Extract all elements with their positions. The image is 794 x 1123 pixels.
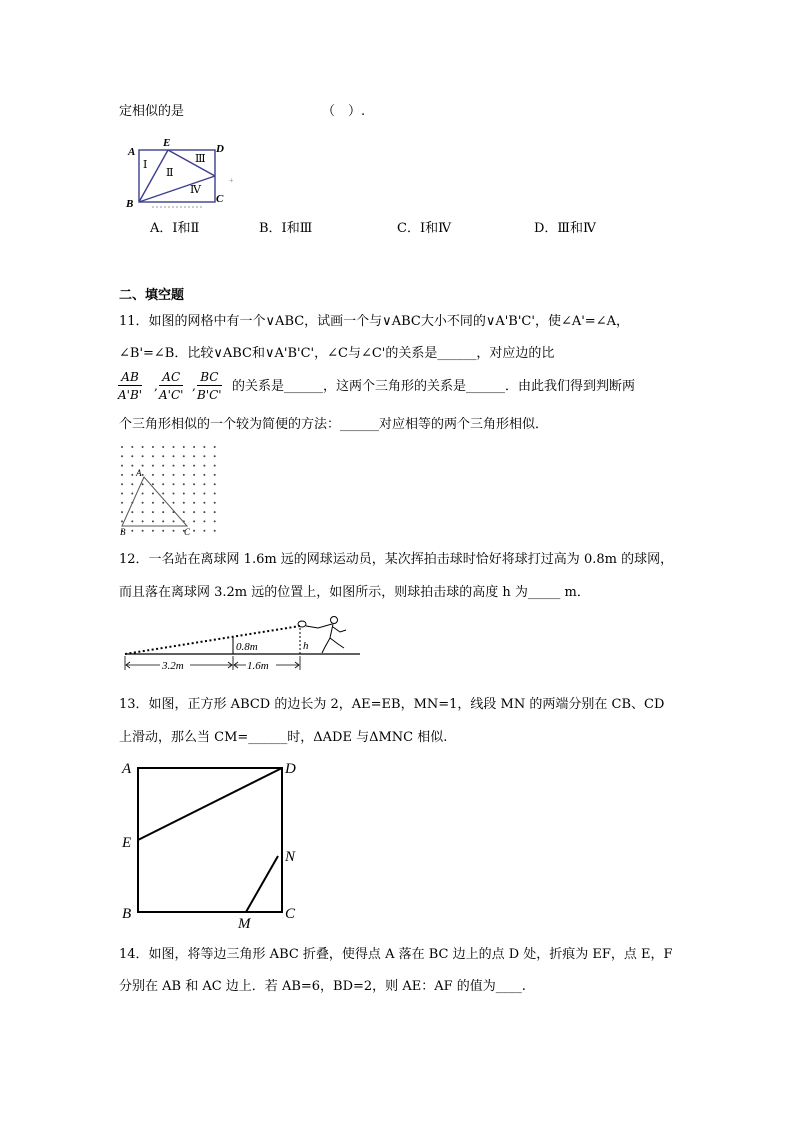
grid-dot	[214, 502, 216, 504]
grid-dot	[193, 455, 195, 457]
grid-dot	[214, 483, 216, 485]
grid-dot	[131, 446, 133, 448]
grid-dot	[183, 474, 185, 476]
grid-dot	[142, 502, 144, 504]
q11-grid-figure	[114, 441, 224, 541]
grid-dot	[152, 455, 154, 457]
grid-dot	[142, 465, 144, 467]
q11-fraction-ac	[159, 371, 183, 401]
grid-dot	[193, 520, 195, 522]
grid-dot	[203, 493, 205, 495]
grid-dot	[152, 474, 154, 476]
grid-dot	[193, 511, 195, 513]
grid-dot	[193, 483, 195, 485]
q11-line-2: ∠B'=∠B．比较∨ABC和∨A'B'C'，∠C与∠C'的关系是______，对应边的比	[119, 346, 555, 361]
grid-dot	[152, 520, 154, 522]
grid-dot	[193, 530, 195, 532]
q13-label-N: N	[285, 849, 296, 865]
q14-line-2: 分别在 AB 和 AC 边上．若 AB=6，BD=2，则 AE：AF 的值为____.	[119, 979, 526, 994]
grid-dot	[183, 493, 185, 495]
q10-text-tail: 定相似的是	[119, 104, 185, 119]
grid-dot	[131, 465, 133, 467]
q10-label-C: C	[216, 193, 224, 205]
q10-region-2: Ⅱ	[166, 167, 174, 179]
q10-region-4: Ⅳ	[190, 184, 201, 196]
grid-dot	[152, 493, 154, 495]
grid-dot	[152, 446, 154, 448]
grid-dot	[142, 520, 144, 522]
q10-option-c: C．Ⅰ和Ⅳ	[397, 221, 452, 236]
q13-label-D: D	[285, 761, 296, 777]
grid-dot	[203, 530, 205, 532]
grid-dot	[162, 455, 164, 457]
grid-dot	[121, 474, 123, 476]
q11-fraction-ab-num: AB	[118, 371, 142, 386]
q10-option-d: D．Ⅲ和Ⅳ	[534, 221, 596, 236]
grid-dot	[121, 511, 123, 513]
grid-dot	[183, 502, 185, 504]
grid-dot	[121, 465, 123, 467]
section-title: 二、填空题	[119, 288, 185, 303]
grid-dot	[173, 483, 175, 485]
grid-dot	[162, 446, 164, 448]
grid-dot	[214, 530, 216, 532]
grid-dot	[173, 474, 175, 476]
grid-dot	[214, 465, 216, 467]
grid-dot	[152, 530, 154, 532]
q11-label-B: B	[120, 527, 126, 537]
grid-dot	[131, 493, 133, 495]
grid-dot	[162, 511, 164, 513]
grid-dot	[142, 493, 144, 495]
q10-label-D: D	[216, 143, 224, 155]
grid-dot	[214, 511, 216, 513]
q13-label-E: E	[122, 835, 132, 851]
grid-dot	[131, 530, 133, 532]
grid-dot	[183, 465, 185, 467]
grid-dot	[152, 483, 154, 485]
grid-dot	[173, 493, 175, 495]
grid-dot	[142, 455, 144, 457]
q14-line-1: 14．如图，将等边三角形 ABC 折叠，使得点 A 落在 BC 边上的点 D 处，折痕为 EF，点 E，F	[119, 947, 673, 962]
q10-label-B: B	[126, 198, 134, 210]
q11-fraction-bc-num: BC	[197, 371, 222, 386]
grid-dot	[121, 446, 123, 448]
grid-dot	[162, 520, 164, 522]
grid-dot	[193, 493, 195, 495]
q11-comma-2: ,	[192, 379, 196, 393]
q12-label-h: h	[303, 640, 309, 652]
q13-line-1: 13．如图，正方形 ABCD 的边长为 2，AE=EB，MN=1，线段 MN 的两端分别在 CB、CD	[119, 697, 665, 712]
q12-label-d1: 3.2m	[162, 660, 184, 672]
grid-dot	[142, 511, 144, 513]
q10-option-a: A．Ⅰ和Ⅱ	[150, 221, 200, 236]
grid-dot	[142, 446, 144, 448]
q13-line-2: 上滑动，那么当 CM=______时，ΔADE 与ΔMNC 相似.	[119, 730, 448, 745]
grid-dot	[121, 455, 123, 457]
grid-dot	[203, 520, 205, 522]
grid-dot	[214, 455, 216, 457]
q13-square-figure	[118, 756, 318, 936]
grid-dot	[214, 446, 216, 448]
grid-dot	[131, 520, 133, 522]
q11-fraction-ac-num: AC	[159, 371, 183, 386]
grid-dot	[173, 446, 175, 448]
q11-fraction-ac-den: A'C'	[159, 388, 184, 402]
grid-dot	[152, 465, 154, 467]
q13-label-C: C	[285, 906, 296, 922]
grid-dot	[121, 493, 123, 495]
grid-dot	[142, 483, 144, 485]
grid-dot	[193, 446, 195, 448]
grid-dot	[183, 511, 185, 513]
q12-tennis-figure	[120, 614, 365, 674]
grid-dot	[193, 474, 195, 476]
grid-dot	[173, 520, 175, 522]
q13-label-A: A	[122, 761, 132, 777]
grid-dot	[162, 493, 164, 495]
grid-dot	[203, 483, 205, 485]
grid-dot	[142, 530, 144, 532]
q11-line-4: 个三角形相似的一个较为简便的方法：______对应相等的两个三角形相似．	[119, 417, 549, 432]
q11-comma-1: ,	[154, 379, 158, 393]
q11-label-C: C	[184, 527, 191, 537]
grid-dot	[131, 474, 133, 476]
grid-dot	[162, 483, 164, 485]
q10-stray-mark: +	[229, 176, 234, 185]
grid-dot	[203, 502, 205, 504]
grid-dot	[131, 455, 133, 457]
q10-region-3: Ⅲ	[195, 153, 206, 165]
q11-fraction-ab	[118, 371, 142, 401]
grid-dot	[131, 483, 133, 485]
grid-dot	[162, 465, 164, 467]
q10-figure	[122, 136, 242, 211]
q12-line-2: 而且落在离球网 3.2m 远的位置上，如图所示，则球拍击球的高度 h 为_____ m．	[119, 585, 590, 600]
grid-dot	[152, 502, 154, 504]
q10-label-E: E	[163, 137, 171, 149]
grid-dot	[162, 502, 164, 504]
grid-dot	[162, 474, 164, 476]
q12-label-d2: 1.6m	[247, 660, 269, 672]
grid-dot	[121, 483, 123, 485]
grid-dot	[121, 502, 123, 504]
grid-dot	[214, 474, 216, 476]
grid-dot	[214, 520, 216, 522]
q11-fraction-bc	[197, 371, 222, 401]
grid-dot	[203, 465, 205, 467]
grid-dot	[142, 474, 144, 476]
grid-dot	[203, 511, 205, 513]
q11-line-3: 的关系是______，这两个三角形的关系是______．由此我们得到判断两	[232, 379, 636, 394]
grid-dot	[203, 474, 205, 476]
grid-dot	[173, 455, 175, 457]
q11-line-1: 11．如图的网格中有一个∨ABC，试画一个与∨ABC大小不同的∨A'B'C'，使∠A'=∠A，	[119, 314, 629, 329]
grid-dot	[214, 493, 216, 495]
q10-option-b: B．Ⅰ和Ⅲ	[259, 221, 313, 236]
grid-dot	[183, 455, 185, 457]
q12-line-1: 12．一名站在离球网 1.6m 远的网球运动员，某次挥拍击球时恰好将球打过高为 0.8m 的球网，	[119, 552, 674, 567]
grid-dot	[203, 446, 205, 448]
grid-dot	[152, 511, 154, 513]
grid-dot	[173, 465, 175, 467]
grid-dot	[173, 502, 175, 504]
q13-label-M: M	[238, 916, 251, 932]
q10-region-1: Ⅰ	[143, 159, 148, 171]
grid-dot	[121, 520, 123, 522]
q11-fraction-bc-den: B'C'	[197, 388, 222, 402]
grid-dot	[173, 530, 175, 532]
q12-label-net: 0.8m	[236, 641, 258, 653]
grid-dot	[183, 446, 185, 448]
q11-fraction-ab-den: A'B'	[118, 388, 143, 402]
q11-label-A: A	[136, 468, 142, 478]
q13-label-B: B	[122, 906, 132, 922]
q10-label-A: A	[128, 146, 136, 158]
grid-dot	[193, 502, 195, 504]
grid-dot	[203, 455, 205, 457]
q10-answer-paren: （ ）.	[322, 104, 366, 119]
grid-dot	[193, 465, 195, 467]
grid-dot	[131, 511, 133, 513]
grid-dot	[162, 530, 164, 532]
grid-dot	[183, 483, 185, 485]
